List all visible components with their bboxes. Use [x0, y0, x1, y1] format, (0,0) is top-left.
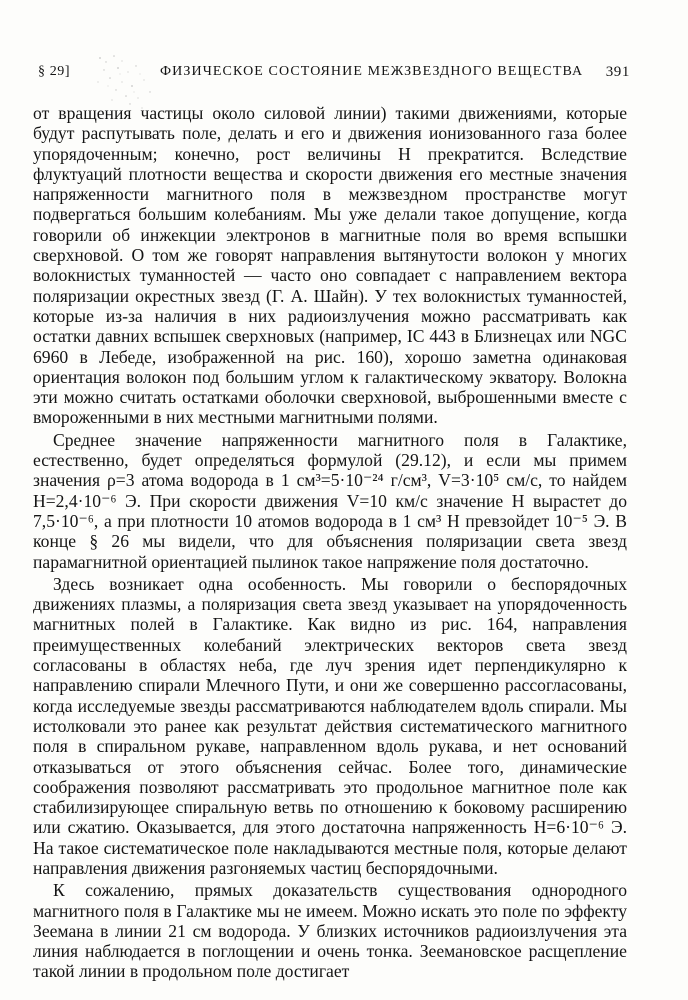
- paragraph-1: от вращения частицы около силовой линии) такими движениями, которые будут распутывать поле, делать и его и движения ионизованного газа более упорядоченным; конечно, рост величины H прекратится. Вследствие флуктуаций плотности вещества и скорости движения его местные значения напряженности магнитного поля в межзвездном пространстве могут подвергаться большим колебаниям. Мы уже делали такое допущение, когда говорили об инжекции электронов в магнитные поля во время вспышки сверхновой. О том же говорят направления вытянутости волокон у многих волокнистых туманностей — часто оно совпадает с направлением вектора поляризации окрестных звезд (Г. А. Шайн). У тех волокнистых туманностей, которые из-за наличия в них радиоизлучения можно рассматривать как остатки давних вспышек сверхновых (например, IC 443 в Близнецах или NGC 6960 в Лебеде, изображенной на рис. 160), хорошо заметна одинаковая ориентация волокон под большим углом к галактическому экватору. Волокна эти можно считать остатками оболочки сверхновой, выброшенными вместе с вмороженными в них местными магнитными полями.: [33, 103, 627, 428]
- running-head: [38, 64, 630, 86]
- paragraph-4: К сожалению, прямых доказательств существования однородного магнитного поля в Галактике мы не имеем. Можно искать это поле по эффекту Зеемана в линии 21 см водорода. У близких источников радиоизлучения эта линия наблюдается в поглощении и очень тонка. Зеемановское расщепление такой линии в продольном поле достигает: [33, 880, 627, 982]
- body-text: [33, 103, 627, 982]
- section-reference: § 29]: [38, 64, 71, 79]
- paragraph-3: Здесь возникает одна особенность. Мы говорили о беспорядочных движениях плазмы, а поляризация света звезд указывает на упорядоченность магнитных полей в Галактике. Как видно из рис. 164, направления преимущественных колебаний электрических векторов света звезд согласованы в областях неба, где луч зрения идет перпендикулярно к направлению спирали Млечного Пути, и они же совершенно рассогласованы, когда исследуемые звезды рассматриваются наблюдателем вдоль спирали. Мы истолковали это ранее как результат действия систематического магнитного поля в спиральном рукаве, направленном вдоль рукава, и нет оснований отказываться от этого объяснения сейчас. Более того, динамические соображения позволяют рассматривать это продольное магнитное поле как стабилизирующее спиральную ветвь по отношению к боковому расширению или сжатию. Оказывается, для этого достаточна напряженность H=6·10⁻⁶ Э. На такое систематическое поле накладываются местные поля, которые делают направления движения разгоняемых частиц беспорядочными.: [33, 573, 627, 878]
- paragraph-2: Среднее значение напряженности магнитного поля в Галактике, естественно, будет определяться формулой (29.12), и если мы примем значения ρ=3 атома водорода в 1 см³=5·10⁻²⁴ г/см³, V=3·10⁵ см/с, то найдем H=2,4·10⁻⁶ Э. При скорости движения V=10 км/с значение H вырастет до 7,5·10⁻⁶, а при плотности 10 атомов водорода в 1 см³ H превзойдет 10⁻⁵ Э. В конце § 26 мы видели, что для объяснения поляризации света звезд парамагнитной ориентацией пылинок такое напряжение поля достаточно.: [33, 429, 627, 572]
- chapter-title: ФИЗИЧЕСКОЕ СОСТОЯНИЕ МЕЖЗВЕЗДНОГО ВЕЩЕСТВА: [160, 64, 584, 79]
- page-number: 391: [605, 64, 630, 80]
